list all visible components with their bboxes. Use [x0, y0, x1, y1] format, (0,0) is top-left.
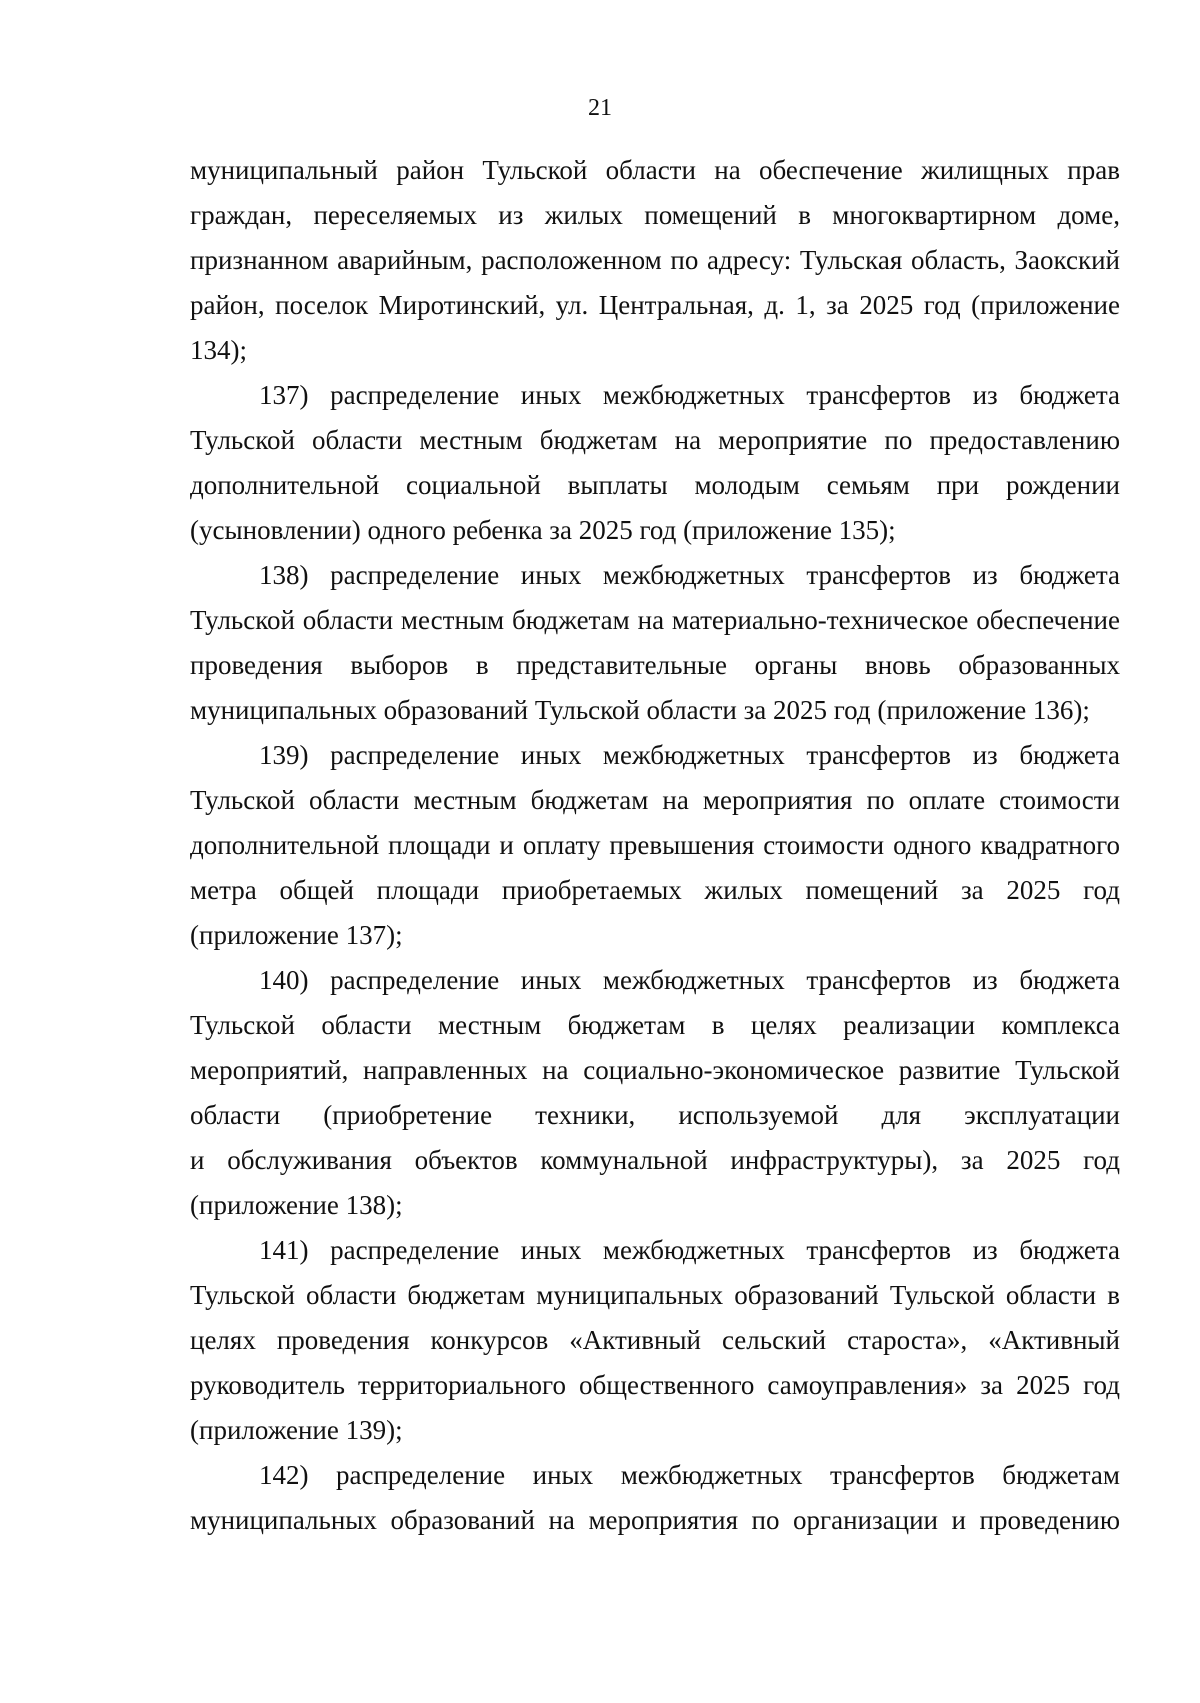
text-line: 141) распределение иных межбюджетных трансфертов из бюджета: [259, 1235, 1120, 1265]
text-line: 137) распределение иных межбюджетных трансфертов из бюджета: [259, 380, 1120, 410]
text-line: (приложение 138);: [190, 1190, 403, 1220]
text-line: признанном аварийным, расположенном по адресу: Тульская область, Заокский: [190, 245, 1120, 275]
text-line: (приложение 137);: [190, 920, 403, 950]
text-line: мероприятий, направленных на социально-экономическое развитие Тульской: [190, 1055, 1120, 1085]
text-line: проведения выборов в представительные органы вновь образованных: [190, 650, 1120, 680]
text-line: 134);: [190, 335, 247, 365]
text-line: дополнительной площади и оплату превышения стоимости одного квадратного: [190, 830, 1120, 860]
text-line: руководитель территориального общественного самоуправления» за 2025 год: [190, 1370, 1120, 1400]
body-text: [190, 148, 1120, 1543]
text-line: 139) распределение иных межбюджетных трансфертов из бюджета: [259, 740, 1120, 770]
text-line: области (приобретение техники, используемой для эксплуатации: [190, 1100, 1120, 1130]
text-line: и обслуживания объектов коммунальной инфраструктуры), за 2025 год: [190, 1145, 1120, 1175]
text-line: Тульской области местным бюджетам в целях реализации комплекса: [190, 1010, 1120, 1040]
text-line: 140) распределение иных межбюджетных трансфертов из бюджета: [259, 965, 1120, 995]
text-line: муниципальный район Тульской области на обеспечение жилищных прав: [190, 155, 1120, 185]
text-line: район, поселок Миротинский, ул. Центральная, д. 1, за 2025 год (приложение: [190, 290, 1120, 320]
text-line: муниципальных образований на мероприятия по организации и проведению: [190, 1505, 1120, 1535]
text-line: 138) распределение иных межбюджетных трансфертов из бюджета: [259, 560, 1120, 590]
text-line: Тульской области местным бюджетам на мероприятия по оплате стоимости: [190, 785, 1120, 815]
text-line: целях проведения конкурсов «Активный сельский староста», «Активный: [190, 1325, 1120, 1355]
text-line: дополнительной социальной выплаты молодым семьям при рождении: [190, 470, 1120, 500]
text-line: (приложение 139);: [190, 1415, 403, 1445]
text-line: (усыновлении) одного ребенка за 2025 год (приложение 135);: [190, 515, 896, 545]
text-line: метра общей площади приобретаемых жилых помещений за 2025 год: [190, 875, 1120, 905]
text-line: 142) распределение иных межбюджетных трансфертов бюджетам: [259, 1460, 1120, 1490]
text-line: Тульской области местным бюджетам на материально-техническое обеспечение: [190, 605, 1120, 635]
page-number: 21: [588, 95, 612, 121]
text-line: муниципальных образований Тульской области за 2025 год (приложение 136);: [190, 695, 1090, 725]
text-line: Тульской области местным бюджетам на мероприятие по предоставлению: [190, 425, 1120, 455]
text-line: граждан, переселяемых из жилых помещений в многоквартирном доме,: [190, 200, 1120, 230]
text-line: Тульской области бюджетам муниципальных образований Тульской области в: [190, 1280, 1120, 1310]
